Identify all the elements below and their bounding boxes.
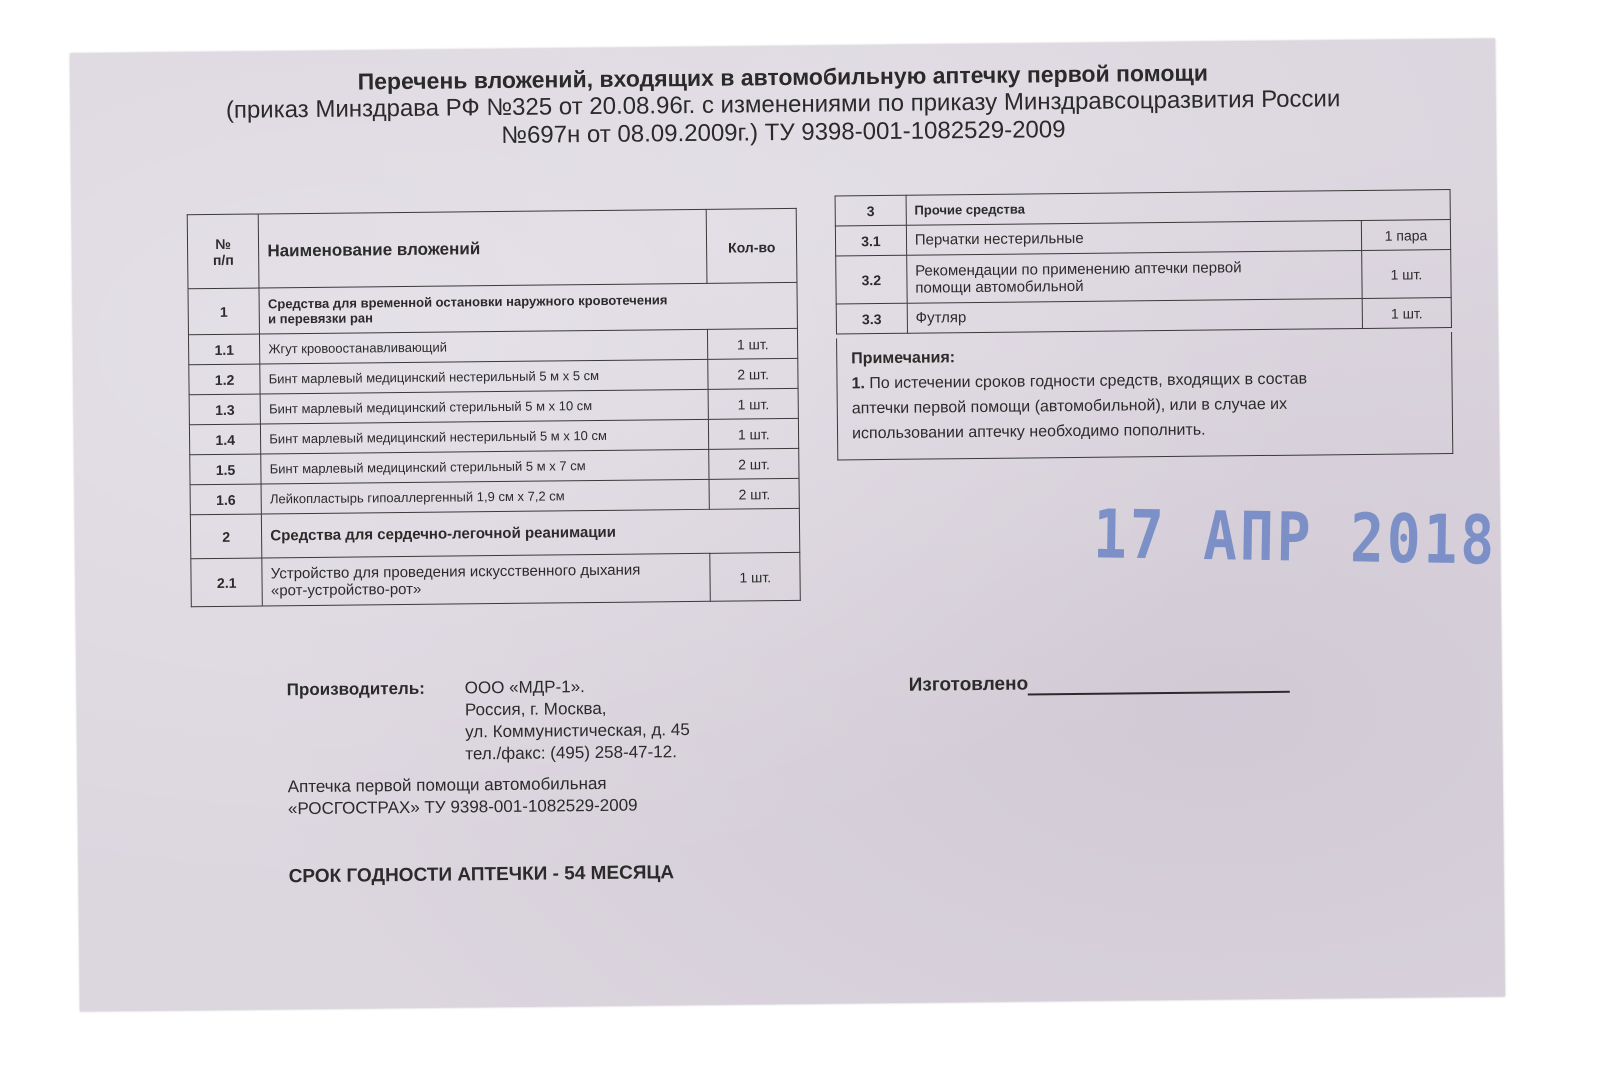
notes-title: Примечания:	[851, 349, 956, 368]
manufacturer-name: ООО «МДР-1».	[464, 677, 585, 698]
made-label: Изготовлено	[908, 673, 1029, 696]
table-row	[191, 552, 800, 606]
notes-item-1-line-1: По истечении сроков годности средств, входящих в состав	[864, 370, 1308, 393]
title-line-2: (приказ Минздрава РФ №325 от 20.08.96г. с изменениями по приказу Минздравсоцразвития России	[225, 85, 1341, 124]
row-num: 1.4	[189, 424, 261, 455]
kit-line-2: «РОСГОСТРАХ» ТУ 9398-001-1082529-2009	[287, 795, 638, 819]
row-name: Бинт марлевый медицинский стерильный 5 м х 10 см	[260, 389, 708, 424]
section-name: Прочие средства	[906, 190, 1450, 226]
row-qty: 1 шт.	[1362, 298, 1451, 329]
contents-table-right	[835, 189, 1452, 334]
row-num: 3.2	[836, 255, 907, 304]
header-num: № п/п	[187, 214, 259, 289]
manufacturer-label: Производитель:	[286, 678, 426, 700]
notes-box	[836, 332, 1453, 460]
row-name: Рекомендации по применению аптечки первой помощи автомобильной	[906, 250, 1362, 303]
row-qty: 1 шт.	[710, 552, 800, 601]
manufacturer-address	[465, 675, 691, 765]
row-qty: 2 шт.	[709, 478, 799, 509]
notes-item-1-line-2: аптечки первой помощи (автомобильной), или в случае их	[851, 395, 1288, 418]
title-line-1: Перечень вложений, входящих в автомобильную аптечку первой помощи	[357, 59, 1209, 95]
row-num: 1.6	[190, 484, 262, 515]
document-sheet	[70, 39, 1505, 1012]
row-qty: 2 шт.	[709, 448, 799, 479]
date-stamp: 17 АПР 2018	[1092, 496, 1498, 581]
row-qty: 1 пара	[1361, 220, 1450, 251]
row-num: 1.5	[190, 454, 262, 485]
row-num: 1.1	[188, 334, 260, 365]
row-num: 2.1	[191, 558, 263, 607]
header-name: Наименование вложений	[258, 209, 707, 288]
notes-item-1-num: 1.	[851, 375, 865, 393]
row-num: 3.3	[836, 303, 907, 334]
kit-description	[288, 773, 638, 821]
kit-line-1: Аптечка первой помощи автомобильная	[287, 773, 607, 797]
made-field	[909, 671, 1291, 697]
row-qty: 1 шт.	[1362, 250, 1452, 299]
row-name: Бинт марлевый медицинский нестерильный 5 м х 5 см	[260, 359, 708, 394]
made-blank-line	[1028, 673, 1290, 696]
row-num: 2	[190, 514, 262, 559]
shelf-life: СРОК ГОДНОСТИ АПТЕЧКИ - 54 МЕСЯЦА	[288, 862, 675, 888]
notes-item-1-line-3: использовании аптечку необходимо пополнить.	[851, 421, 1206, 443]
title-line-3: №697н от 08.09.2009г.) ТУ 9398-001-1082529-2009	[501, 116, 1066, 149]
row-name: Футляр	[907, 298, 1362, 333]
row-num: 1	[188, 288, 260, 335]
row-name: Перчатки нестерильные	[906, 220, 1361, 255]
row-num: 3	[835, 195, 906, 226]
row-qty: 1 шт.	[708, 388, 798, 419]
row-num: 3.1	[835, 225, 906, 256]
contents-table-left	[187, 208, 801, 607]
row-name: Бинт марлевый медицинский нестерильный 5 м х 10 см	[261, 419, 709, 454]
row-num: 1.3	[189, 394, 261, 425]
row-qty: 1 шт.	[709, 418, 799, 449]
row-name: Лейкопластырь гипоаллергенный 1,9 см х 7,2 см	[261, 479, 709, 514]
table-row	[836, 250, 1451, 304]
document-title	[70, 57, 1496, 155]
table-row	[190, 508, 799, 558]
section-name: Средства для сердечно-легочной реанимации	[262, 508, 800, 558]
row-qty: 2 шт.	[708, 358, 798, 389]
row-num: 1.2	[189, 364, 261, 395]
row-qty: 1 шт.	[708, 328, 798, 359]
manufacturer-address-2: ул. Коммунистическая, д. 45	[465, 720, 690, 742]
row-name: Жгут кровоостанавливающий	[260, 329, 708, 364]
table-row	[188, 282, 797, 334]
row-name: Устройство для проведения искусственного дыхания «рот-устройство-рот»	[262, 553, 711, 606]
manufacturer-block	[286, 677, 690, 764]
section-name: Средства для временной остановки наружного кровотечения и перевязки ран	[259, 282, 797, 334]
table-header-row	[187, 208, 797, 288]
row-name: Бинт марлевый медицинский стерильный 5 м х 7 см	[261, 449, 709, 484]
manufacturer-address-1: Россия, г. Москва,	[464, 698, 607, 720]
header-qty: Кол-во	[707, 208, 797, 283]
table-row	[836, 298, 1451, 334]
manufacturer-phone: тел./факс: (495) 258-47-12.	[465, 742, 677, 764]
